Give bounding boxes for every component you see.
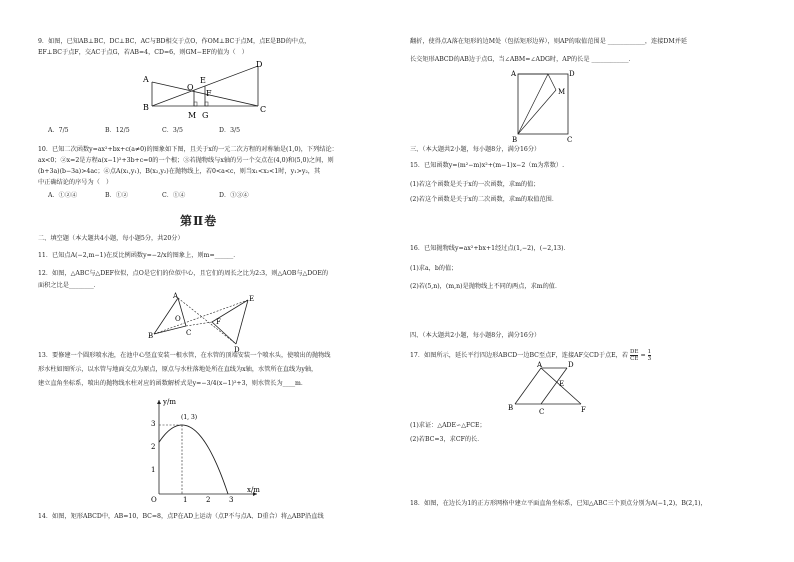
q12-label-c: C <box>186 329 192 337</box>
q17-fraction-1-3 <box>648 349 652 362</box>
q9-line2: EF⊥BC于点F，交AC于点G，若AB=4，CD=6，则GM−EF的值为（ ） <box>38 49 248 56</box>
q9-label-m: M <box>188 111 197 120</box>
q12-line2: 面积之比是________． <box>38 282 100 289</box>
q16-line3: (2)若(5,n)，(m,n)是抛物线上不同的两点，求m的值． <box>410 283 562 290</box>
q9-option-c[interactable]: C．3/5 <box>162 127 183 134</box>
q13-ytick-1: 1 <box>151 466 156 474</box>
q13-parabola-curve <box>159 425 228 494</box>
q13-xtick-3: 3 <box>229 496 234 504</box>
q10-option-a[interactable]: A．①②④ <box>48 192 78 199</box>
q16-line1: 16．已知抛物线y=ax²+bx+1经过点(1,−2)，(−2,13)． <box>410 245 570 252</box>
q12-line1: 12．如图，△ABC与△DEF位似，点O是它们的位似中心，且它们的周长之比为2:3，则△AOB与△DOE的 <box>38 270 329 277</box>
q13-ytick-3: 3 <box>151 420 156 428</box>
q14-label-m: M <box>558 88 566 96</box>
q10-line3: (b+3a)(b−3a)>4ac；④点A(x₁,y₁)，B(x₂,y₂)在抛物线上，若0<a<c，则当x₁<x₂<1时，y₁>y₂，其 <box>38 168 321 175</box>
q12-figure <box>148 292 258 354</box>
q16-line2: (1)求a，b的值； <box>410 265 458 272</box>
q9-label-f: F <box>206 89 212 98</box>
q12-label-o: O <box>175 315 181 323</box>
q9-label-c: C <box>260 105 267 114</box>
q9-option-d[interactable]: D．3/5 <box>219 127 241 134</box>
q17-label-b: B <box>508 404 514 412</box>
q9-label-o: O <box>187 83 194 92</box>
q12-label-f: F <box>216 318 221 326</box>
q12-label-e: E <box>249 295 255 303</box>
q10-line1: 10．已知二次函数y=ax²+bx+c(a≠0)的图象如下图，且关于x的一元二次方程的对称轴是(1,0)，下列结论： <box>38 146 338 153</box>
q17-frac-den: CE <box>630 356 639 362</box>
q17-frac-num: DE <box>630 349 639 355</box>
q13-origin-label: O <box>151 496 157 504</box>
q13-axis-x-label: x/m <box>247 486 260 494</box>
q17-line3: (2)若BC=3，求CF的长． <box>410 436 484 443</box>
q14-rectangle-figure <box>508 68 578 148</box>
q17-parallelogram-figure <box>505 362 595 417</box>
q13-xtick-2: 2 <box>206 496 211 504</box>
q9-option-b[interactable]: B．12/5 <box>105 127 130 134</box>
q9-label-d: D <box>256 60 263 69</box>
q13-line3: 建立直角坐标系，喷出的抛物线水柱对应的函数解析式是y=−3/4(x−1)²+3，则水管长为____m． <box>38 380 308 387</box>
q14-label-b: B <box>512 136 518 144</box>
q17-line2: (1)求证：△ADE∽△FCE； <box>410 422 486 429</box>
q13-line2: 形水柱如图所示，以水管与地面交点为原点，原点与水柱落地处所在直线为x轴，水管所在直线为y轴， <box>38 366 318 373</box>
q17-label-c: C <box>539 408 545 416</box>
q17-label-a: A <box>537 361 543 369</box>
q17-fraction-de-ce <box>630 349 638 362</box>
q17-text-a: 17．如图所示，延长平行四边形ABCD一边BC至点F，连接AF交CD于点E，若 <box>410 352 629 359</box>
q9-label-b: B <box>143 103 149 112</box>
q14-text: 14．如图，矩形ABCD中，AB=10，BC=8，点P在AD上运动（点P不与点A、D重合）将△ABP沿直线 <box>38 513 324 520</box>
q13-axis-y-label: y/m <box>163 398 176 406</box>
q10-line4: 中正确结论的序号为（ ） <box>38 179 113 186</box>
q13-peak-label: (1, 3) <box>181 414 198 421</box>
q17-label-d: D <box>568 361 574 369</box>
q9-label-g: G <box>202 111 209 120</box>
q14-cont-line2: 长交矩形ABCD的AB边于点G，当∠ABM=∠ADG时，AP的长是 ____________． <box>410 56 635 63</box>
q11-text: 11．已知点A(−2,m−1)在反比例函数y=−2/x的图象上，则m=______． <box>38 252 240 259</box>
q13-parabola-graph <box>145 396 265 504</box>
q15-line3: (2)若这个函数是关于x的二次函数，求m的取值范围． <box>410 196 559 203</box>
q14-cont-line1: 翻折，使得点A落在矩形的边M处（包括矩形边界），则AP的取值范围是 ____________，连接DM并延 <box>410 38 688 45</box>
q17-label-e: E <box>559 380 565 388</box>
section4-header: 四、（本大题共2小题，每小题8分，满分16分） <box>410 332 541 339</box>
q9-figure <box>140 60 270 118</box>
q17-line1 <box>410 349 651 362</box>
q15-line1: 15．已知函数y=(m²−m)x²+(m−1)x−2（m为常数）. <box>410 162 565 169</box>
q15-line2: (1)若这个函数是关于x的一次函数，求m的值； <box>410 181 540 188</box>
q12-label-a: A <box>173 292 179 300</box>
q14-label-c: C <box>567 136 573 144</box>
q17-label-f: F <box>581 406 586 414</box>
q17-equals: = <box>640 352 646 359</box>
q10-line2: ax<0；②x=2是方程a(x−1)²+3b+c=0的一个根；③若抛物线与x轴的另一个交点在(4,0)和(5,0)之间，则 <box>38 157 334 164</box>
q13-ytick-2: 2 <box>151 443 156 451</box>
q12-label-b: B <box>148 332 154 340</box>
q9-label-a: A <box>143 75 149 84</box>
q9-line1: 9．如图，已知AB⊥BC，DC⊥BC，AC与BD相交于点O，作OM⊥BC于点M，点E是BD的中点， <box>38 38 311 45</box>
section3-header-1: 三、（本大题共2小题，每小题8分，满分16分） <box>410 146 541 153</box>
q14-label-d: D <box>569 70 575 78</box>
q17-frac2-num: 1 <box>647 349 652 355</box>
q10-option-d[interactable]: D．①③④ <box>219 192 249 199</box>
q13-xtick-1: 1 <box>183 496 188 504</box>
q9-option-a[interactable]: A．7/5 <box>48 127 69 134</box>
q13-line1: 13．要修建一个圆形喷水池，在池中心竖直安装一根水管，在水管的顶端安装一个喷水头，使喷出的抛物线 <box>38 352 331 359</box>
q12-label-d: D <box>234 346 240 354</box>
q9-label-e: E <box>200 76 206 85</box>
section-title: 第Ⅱ卷 <box>180 214 218 228</box>
q10-option-c[interactable]: C．①④ <box>162 192 186 199</box>
q10-option-b[interactable]: B．①② <box>105 192 129 199</box>
q17-frac2-den: 3 <box>647 356 652 362</box>
q14-label-a: A <box>511 70 517 78</box>
q18-text: 18．如图，在边长为1的正方形网格中建立平面直角坐标系，已知△ABC三个顶点分别为A(−1,2)，B(2,1)， <box>410 500 707 507</box>
fill-in-header: 二、填空题（本大题共4小题，每小题5分，共20分） <box>38 235 184 242</box>
